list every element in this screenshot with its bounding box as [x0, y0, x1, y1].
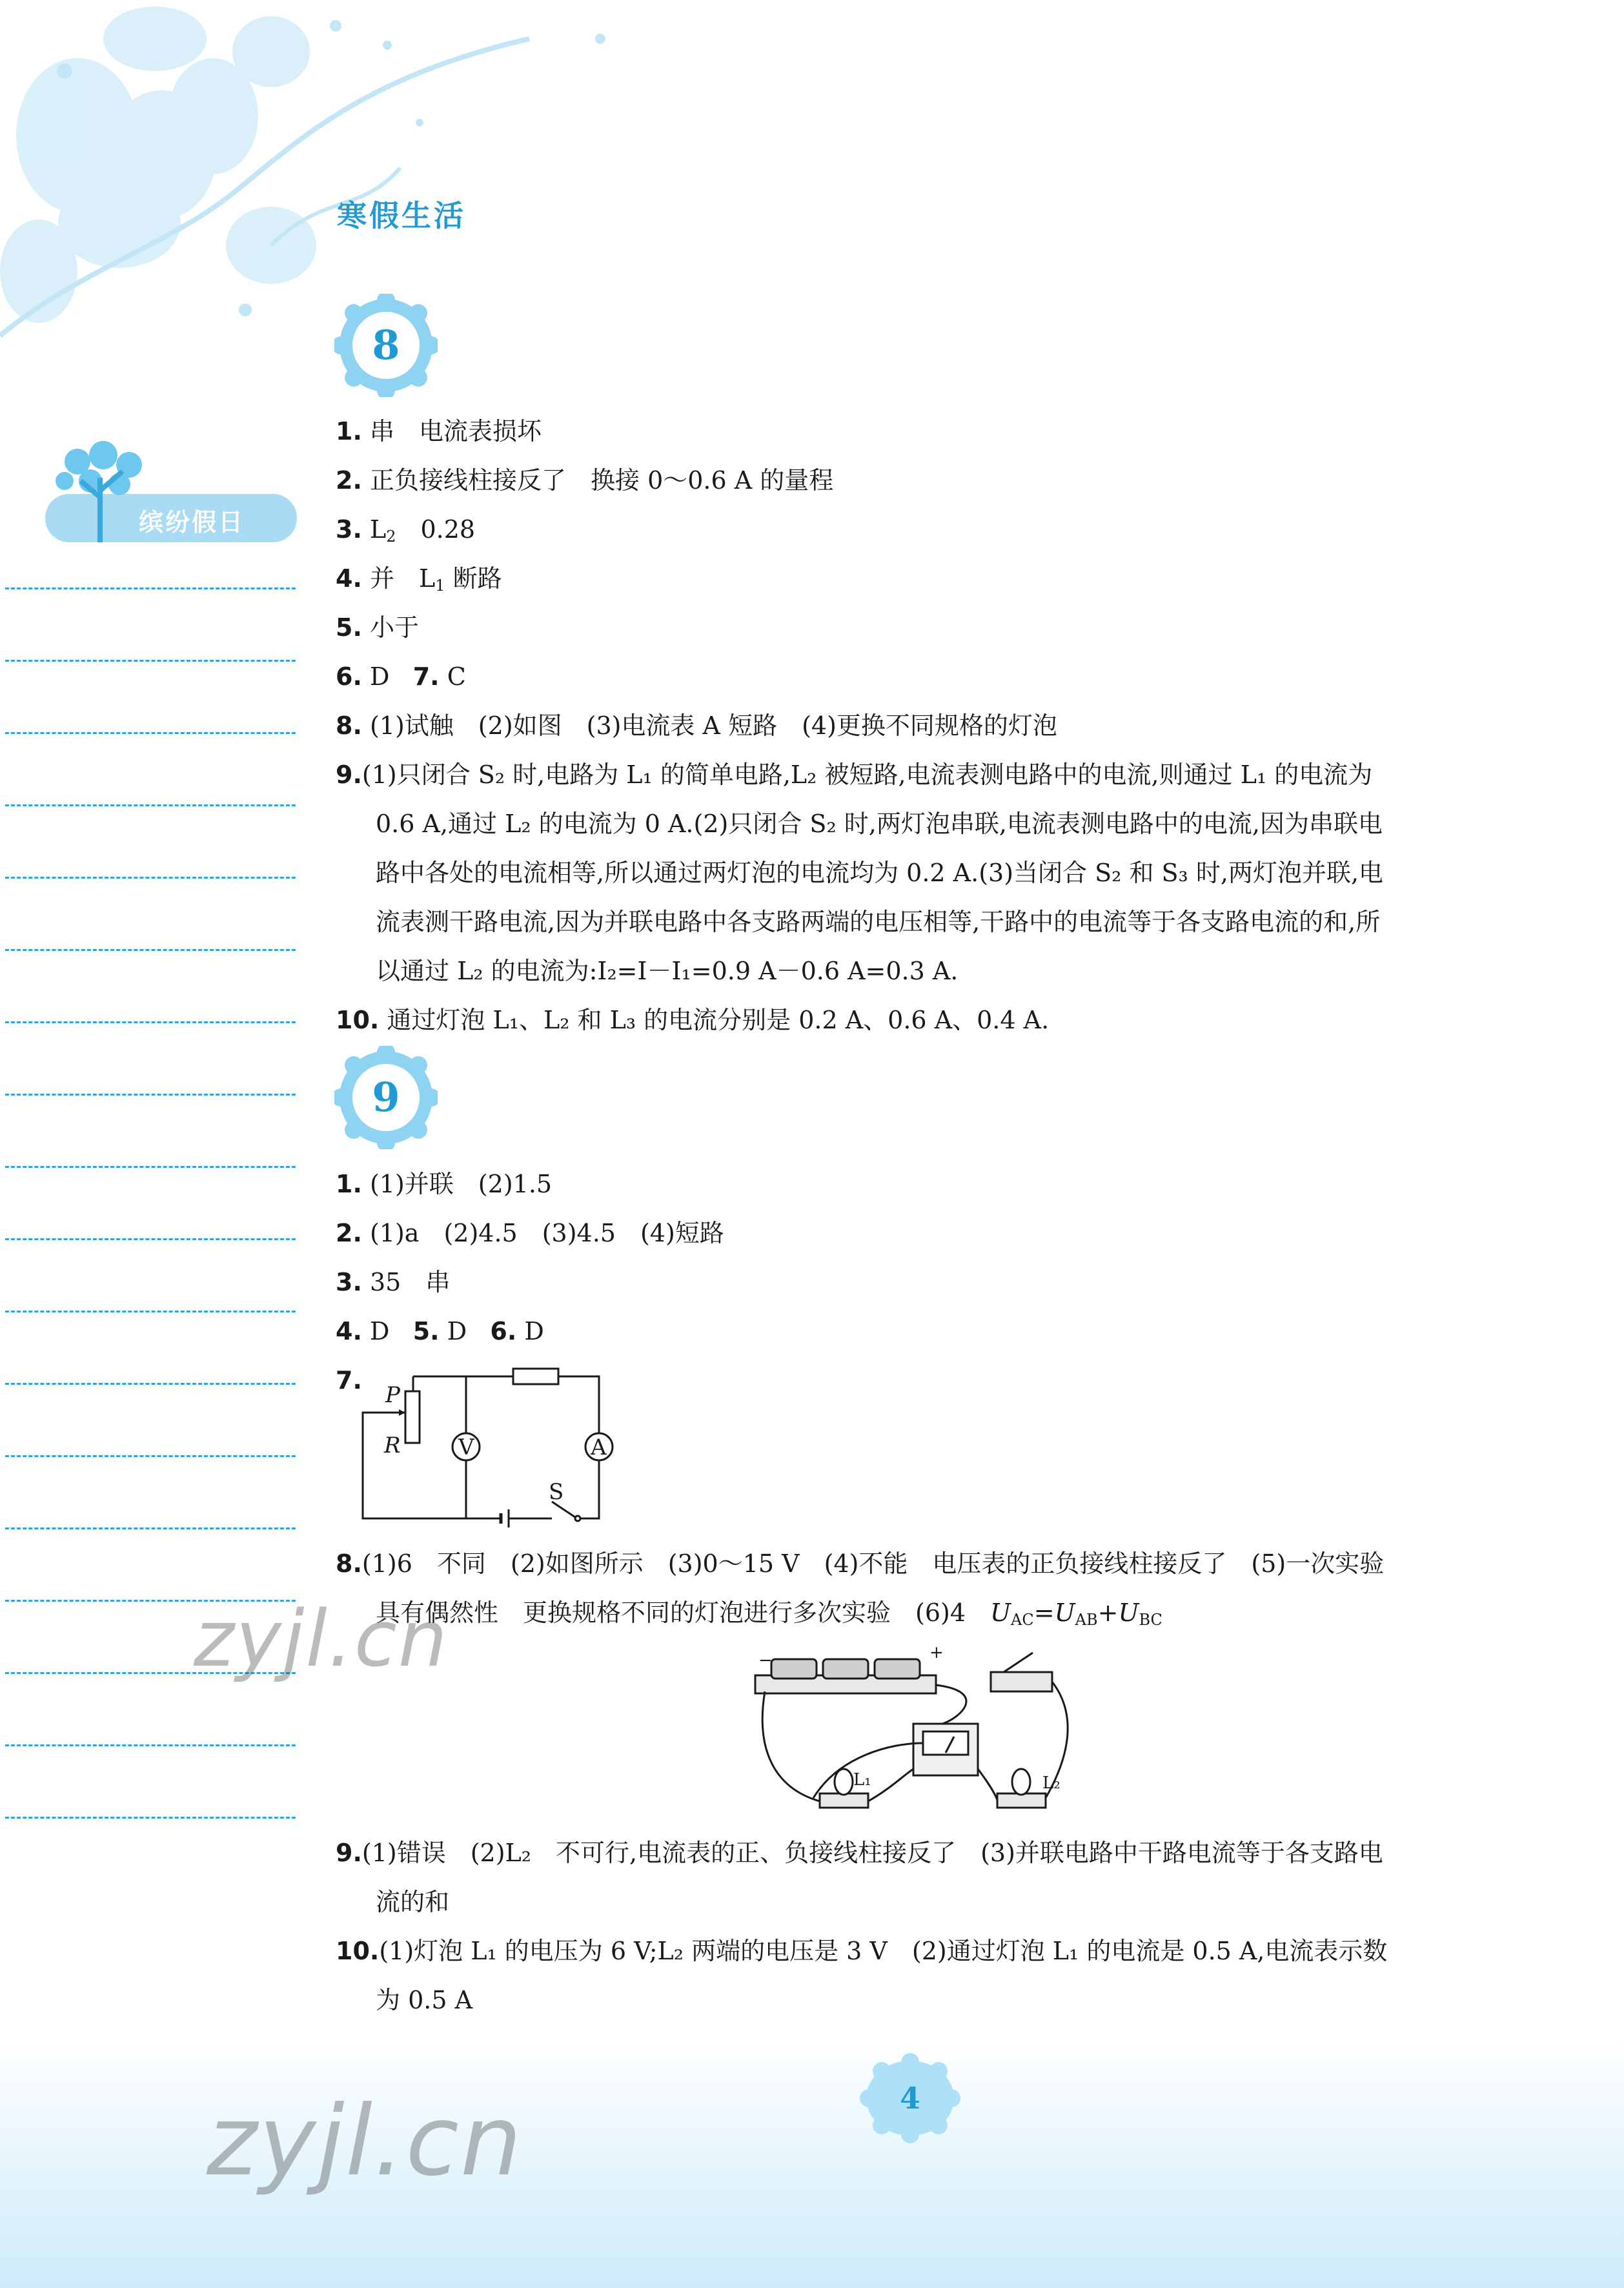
answer-item: [336, 1307, 544, 1356]
section-badge: [334, 294, 438, 397]
item-text: 小于: [369, 613, 419, 642]
label-minus: −: [758, 1651, 773, 1670]
para-line: (1)错误 (2)L₂ 不可行,电流表的正、负接线柱接反了 (3)并联电路中干路电流等于各支路电: [361, 1839, 1383, 1867]
subscript: AC: [1011, 1611, 1034, 1629]
para-line: (1)6 不同 (2)如图所示 (3)0～15 V (4)不能 电压表的正负接线柱接反了 (5)一次实验: [361, 1549, 1385, 1578]
item-number: 10.: [336, 1006, 380, 1034]
item-text: 通过灯泡 L₁、L₂ 和 L₃ 的电流分别是 0.2 A、0.6 A、0.4 A.: [387, 1006, 1050, 1034]
item-number: 2.: [336, 1219, 362, 1247]
answer-paragraph: [336, 1926, 1485, 2025]
para-line: 流的和: [376, 1888, 450, 1916]
formula-symbol: U: [1054, 1599, 1075, 1627]
subscript: 1: [435, 577, 445, 595]
section-badge: [334, 1046, 438, 1149]
rheostat-symbol: [405, 1391, 420, 1443]
label-p: P: [385, 1382, 400, 1408]
note-line: [5, 804, 296, 806]
formula-operator: =: [1033, 1599, 1055, 1627]
note-line: [5, 732, 296, 734]
answer-item: [336, 505, 475, 561]
answer-item: [336, 1258, 450, 1307]
item-text: 断路: [445, 564, 502, 593]
watermark-text: zyjl.cn: [207, 2085, 523, 2198]
item-number: 9.: [336, 1839, 362, 1867]
note-line: [5, 1744, 296, 1746]
note-line: [5, 587, 296, 589]
subscript: BC: [1139, 1611, 1162, 1629]
label-l2: L₂: [1042, 1773, 1061, 1793]
para-line: 流表测干路电流,因为并联电路中各支路两端的电压相等,干路中的电流等于各支路电流的和,所: [376, 908, 1381, 936]
item-text: (1)试触 (2)如图 (3)电流表 A 短路 (4)更换不同规格的灯泡: [369, 711, 1057, 740]
para-line: 具有偶然性 更换规格不同的灯泡进行多次实验 (6)4: [376, 1599, 991, 1627]
para-line-with-formula: [336, 1588, 1485, 1644]
page-number: 4: [899, 2081, 920, 2116]
answer-item: [336, 1209, 724, 1258]
item-number: 6.: [490, 1317, 517, 1345]
item-text: D: [369, 1317, 390, 1345]
note-line: [5, 1238, 296, 1240]
item-text: 35 串: [369, 1268, 451, 1296]
item-text: D: [447, 1317, 467, 1345]
section-number: 9: [372, 1074, 400, 1121]
para-line: 以通过 L₂ 的电流为:I₂=I－I₁=0.9 A－0.6 A=0.3 A.: [376, 957, 959, 985]
item-number: 2.: [336, 466, 362, 495]
item-text: D: [369, 662, 390, 691]
note-line: [5, 1166, 296, 1168]
section-number: 8: [372, 322, 400, 369]
note-line: [5, 1021, 296, 1023]
floral-background-decoration: [0, 0, 645, 452]
resistor-symbol: [513, 1369, 558, 1384]
item-number: 9.: [336, 761, 362, 789]
item-number: 8.: [336, 1549, 362, 1578]
answer-item: [336, 701, 1057, 750]
formula-operator: +: [1097, 1599, 1119, 1627]
note-line: [5, 1094, 296, 1096]
para-line: 0.6 A,通过 L₂ 的电流为 0 A.(2)只闭合 S₂ 时,两灯泡串联,电流表测电路中的电流,因为串联电: [376, 810, 1383, 838]
answer-paragraph: [336, 1828, 1485, 1926]
answer-paragraph: [336, 1539, 1485, 1644]
item-text: D: [524, 1317, 544, 1345]
label-l1: L₁: [853, 1770, 871, 1790]
item-text: C: [447, 662, 466, 691]
item-number: 5.: [336, 613, 362, 642]
item-number: 1.: [336, 417, 362, 445]
note-line: [5, 877, 296, 879]
item-number: 4.: [336, 1317, 362, 1345]
answer-item: [336, 996, 1049, 1045]
sidebar-label: 缤纷假日: [139, 508, 245, 536]
item-number: 5.: [412, 1317, 440, 1345]
label-a: A: [591, 1435, 607, 1460]
header-title: 寒假生活: [337, 198, 466, 233]
answer-item: [336, 652, 466, 701]
note-line: [5, 1311, 296, 1313]
subscript: 2: [386, 527, 396, 546]
answer-item: [336, 554, 502, 610]
item-text: (1)a (2)4.5 (3)4.5 (4)短路: [369, 1219, 724, 1247]
note-line: [5, 1383, 296, 1385]
answer-item: [336, 456, 833, 505]
label-r: R: [384, 1433, 401, 1458]
note-line: [5, 949, 296, 951]
formula-symbol: U: [990, 1599, 1011, 1627]
answer-item: [336, 603, 419, 652]
para-line: 为 0.5 A: [376, 1986, 473, 2014]
item-number: 8.: [336, 711, 362, 740]
label-plus: +: [929, 1646, 944, 1662]
item-number: 3.: [336, 515, 362, 544]
para-line: (1)灯泡 L₁ 的电压为 6 V;L₂ 两端的电压是 3 V (2)通过灯泡 L₁ 的电流是 0.5 A,电流表示数: [379, 1937, 1388, 1965]
answer-item: [336, 1159, 552, 1209]
item-text: (1)并联 (2)1.5: [369, 1170, 553, 1198]
item-text: 并 L: [369, 564, 436, 593]
item-number: 7.: [412, 662, 440, 691]
label-s: S: [549, 1479, 564, 1505]
note-line: [5, 1527, 296, 1529]
item-number: 10.: [336, 1937, 380, 1965]
label-v: V: [458, 1435, 474, 1460]
para-line: 路中各处的电流相等,所以通过两灯泡的电流均为 0.2 A.(3)当闭合 S₂ 和 S₃ 时,两灯泡并联,电: [376, 859, 1384, 887]
circuit-diagram: [349, 1356, 658, 1530]
item-number: 3.: [336, 1268, 362, 1296]
answer-paragraph: [336, 750, 1485, 996]
para-line: (1)只闭合 S₂ 时,电路为 L₁ 的简单电路,L₂ 被短路,电流表测电路中的电流,则通过 L₁ 的电流为: [361, 761, 1373, 789]
item-text: 0.28: [396, 515, 476, 544]
watermark-text: zyjl.cn: [194, 1595, 449, 1684]
item-text: 正负接线柱接反了 换接 0～0.6 A 的量程: [369, 466, 834, 495]
note-line: [5, 660, 296, 662]
item-text: 串 电流表损坏: [369, 417, 542, 445]
item-text: L: [369, 515, 387, 544]
answer-item: [336, 407, 542, 456]
item-number: 6.: [336, 662, 362, 691]
note-line: [5, 1455, 296, 1457]
note-line: [5, 1817, 296, 1819]
item-number: 7.: [336, 1366, 362, 1394]
apparatus-illustration: [749, 1646, 1084, 1827]
item-number: 4.: [336, 564, 362, 593]
subscript: AB: [1075, 1611, 1098, 1629]
item-number: 1.: [336, 1170, 362, 1198]
formula-symbol: U: [1118, 1599, 1139, 1627]
